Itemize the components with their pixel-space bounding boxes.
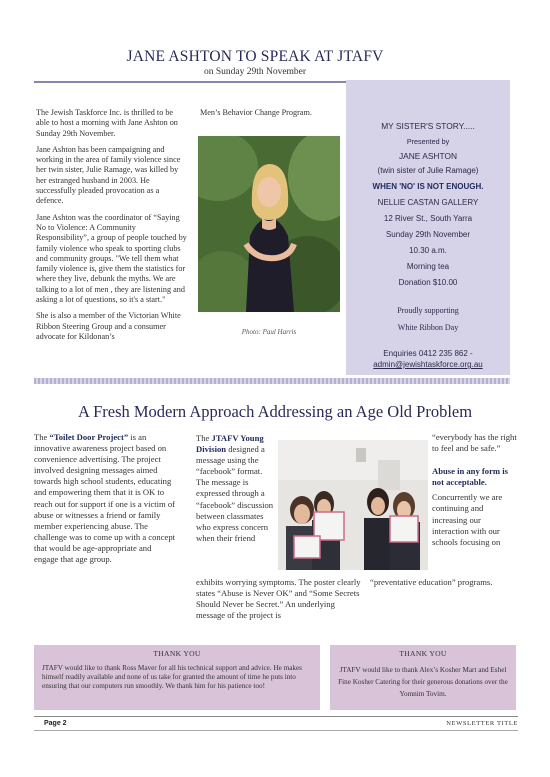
students-photo xyxy=(278,440,428,570)
article-title: JANE ASHTON TO SPEAK AT JTAFV xyxy=(126,48,384,65)
supporting-line-1: Proudly supporting xyxy=(397,306,459,315)
page-number: Page 2 xyxy=(44,720,67,727)
newsletter-title: NEWSLETTER TITLE xyxy=(446,720,518,727)
event-title: MY SISTER'S STORY..... xyxy=(381,121,475,131)
article-body xyxy=(36,108,188,348)
division-name: JTAFV Young Division xyxy=(196,433,264,455)
enquiries-phone: Enquiries 0412 235 862 - xyxy=(383,349,473,358)
article-paragraph: Jane Ashton was the coordinator of “Saying No to Violence: A Community Responsibility”, a group of people touched by family violence who speak to sporting clubs and community groups. "We tell them what family violence is, give them the statistics for where they live, debunk the myths. We are talking to a lot of men , they are listening and asking a lot of questions, so it's a start." xyxy=(36,212,187,305)
article-paragraph: She is also a member of the Victorian White Ribbon Steering Group and a consumer advocate for Kildonan’s xyxy=(36,311,181,341)
enquiries-email-link[interactable]: admin@jewishtaskforce.org.au xyxy=(373,360,483,369)
col2-lead: The xyxy=(196,433,212,443)
speaker-photo-image xyxy=(198,136,340,312)
article2-title: A Fresh Modern Approach Addressing an Age Old Problem xyxy=(77,402,473,421)
col3-emphasis: Abuse in any form is not acceptable. xyxy=(432,466,508,488)
article-paragraph: Jane Ashton has been campaigning and working in the area of family violence since her twin sister, Julie Ramage, was killed by her estranged husband in 2003. He successfully pleaded provocation as a defence. xyxy=(36,144,181,206)
header-divider xyxy=(34,81,346,83)
thank-you-body: JTAFV would like to thank Alex’s Kosher Mart and Eshel Fine Kosher Catering for their generous donations over the Yomnim Tovim. xyxy=(338,666,508,698)
col3-quote: “everybody has the right to feel and be safe.” xyxy=(432,432,517,454)
photo-caption: Photo: Paul Harris xyxy=(241,328,297,336)
event-tagline: WHEN 'NO' IS NOT ENOUGH. xyxy=(372,182,484,191)
col1-text: is an innovative awareness project based on convenience advertising. The project involved designing messages aimed towards high school students, educating and empowering them that it is OK to reach out for support if one is a victim of abuse or witnesses a friend or family member experiencing abuse. The challenge was to come up with a concept that would be age-appropriate and engage that age group. xyxy=(34,432,176,565)
section-divider-band xyxy=(34,378,510,384)
article-subtitle: on Sunday 29th November xyxy=(203,67,307,77)
event-donation: Donation $10.00 xyxy=(398,278,458,287)
footer-divider xyxy=(34,716,518,717)
thank-you-title: THANK YOU xyxy=(153,649,201,658)
presented-by: Presented by xyxy=(406,137,450,146)
event-venue: NELLIE CASTAN GALLERY xyxy=(377,198,479,207)
article-paragraph: The Jewish Taskforce Inc. is thrilled to be able to host a morning with Jane Ashton on Sunday 29th November. xyxy=(36,108,178,138)
thank-you-box-1 xyxy=(34,645,320,710)
col2-text: designed a message using the “facebook” format. The message is expressed through a “facebook” discussion between classmates who express concern when their friend xyxy=(196,444,274,543)
col1-lead: The xyxy=(34,432,50,442)
supporting-line-2: White Ribbon Day xyxy=(397,323,459,332)
footer-bottom-line xyxy=(34,730,518,731)
article2-column-2 xyxy=(196,433,274,544)
article2-column-2-continued: exhibits worrying symptoms. The poster clearly states “Abuse is Never OK” and “Some Secrets Should Never be Secret.” An underlying message of the project is xyxy=(196,577,361,621)
article-continuation: Men’s Behavior Change Program. xyxy=(200,108,312,117)
students-photo-image xyxy=(278,440,428,570)
col3-text: Concurrently we are continuing and increasing our interaction with our schools focusing on xyxy=(432,492,503,547)
event-refreshments: Morning tea xyxy=(406,262,450,271)
thank-you-title: THANK YOU xyxy=(399,649,447,658)
event-address: 12 River St., South Yarra xyxy=(383,214,473,223)
speaker-photo xyxy=(198,136,340,312)
article2-column-1 xyxy=(34,432,176,565)
event-date: Sunday 29th November xyxy=(385,230,471,239)
project-name: “Toilet Door Project” xyxy=(49,432,129,442)
thank-you-body: JTAFV would like to thank Ross Maver for all his technical support and advice. He makes himself readily available and none of us take for granted the amount of time he puts into ensuring that our computers run smoothly. We thank him for his patience too! xyxy=(42,664,302,691)
thank-you-box-2 xyxy=(330,645,516,710)
speaker-name: JANE ASHTON xyxy=(398,151,458,161)
article2-column-3 xyxy=(432,432,518,548)
speaker-note: (twin sister of Julie Ramage) xyxy=(377,166,479,175)
article2-column-3-continued: “preventative education” programs. xyxy=(370,577,493,587)
event-time: 10.30 a.m. xyxy=(409,246,447,255)
